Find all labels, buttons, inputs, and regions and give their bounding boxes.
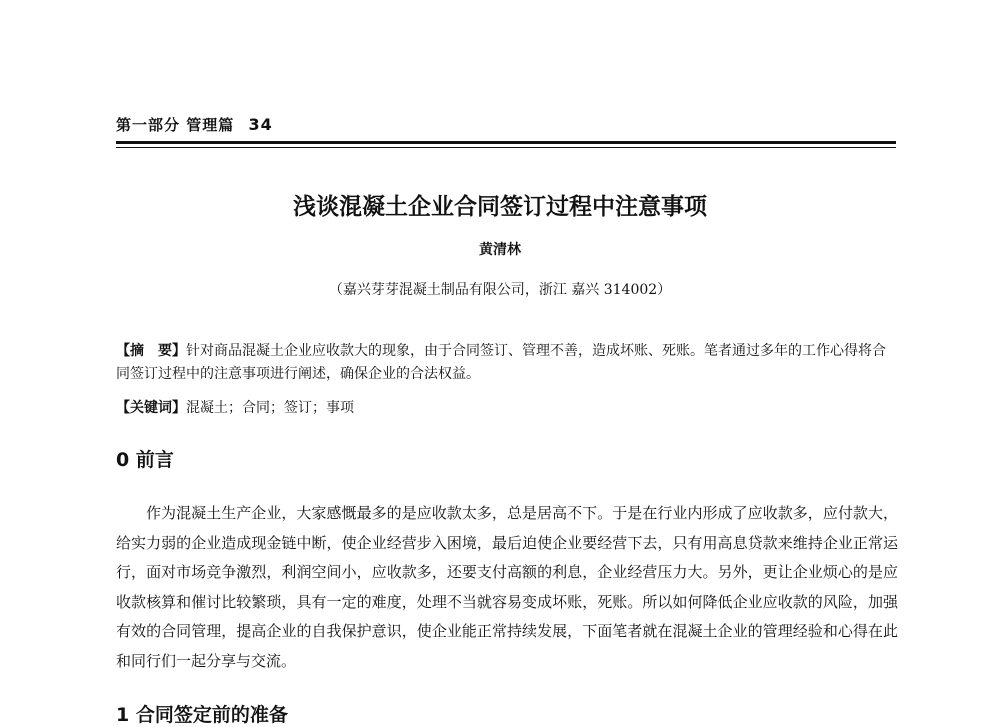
header-section: 第一部分 管理篇 [116, 116, 235, 134]
abstract [116, 340, 898, 386]
header-rule-thick [116, 141, 896, 144]
article-title: 浅谈混凝土企业合同签订过程中注意事项 [293, 193, 707, 220]
author-affiliation: （嘉兴芽芽混凝土制品有限公司，浙江 嘉兴 314002） [328, 282, 672, 298]
header-rule-thin [116, 147, 896, 148]
abstract-text: 针对商品混凝土企业应收款大的现象，由于合同签订、管理不善，造成坏账、死账。笔者通过多年的工作心得将合同签订过程中的注意事项进行阐述，确保企业的合法权益。 [116, 343, 886, 382]
running-header [116, 114, 273, 135]
page-number: 34 [248, 115, 273, 134]
keywords [116, 397, 898, 417]
intro-heading: 0 前言 [116, 449, 174, 471]
intro-paragraph: 作为混凝土生产企业，大家感慨最多的是应收款太多，总是居高不下。于是在行业内形成了应收款多，应付款大，给实力弱的企业造成现金链中断，使企业经营步入困境，最后迫使企业要经营下去，只有用高息贷款来维持企业正常运行，面对市场竞争激烈，利润空间小，应收款多，还要支付高额的利息，企业经营压力大。另外，更让企业烦心的是应收款核算和催讨比较繁琐，具有一定的难度，处理不当就容易变成坏账，死账。所以如何降低企业应收款的风险，加强有效的合同管理，提高企业的自我保护意识，使企业能正常持续发展，下面笔者就在混凝土企业的管理经验和心得在此和同行们一起分享与交流。 [116, 504, 898, 670]
keywords-text: 混凝土；合同；签订；事项 [186, 400, 354, 416]
abstract-label: 【摘 要】 [116, 343, 186, 359]
author-name: 黄清林 [479, 242, 521, 258]
section1-heading: 1 合同签定前的准备 [116, 704, 288, 726]
keywords-label: 【关键词】 [116, 400, 186, 416]
